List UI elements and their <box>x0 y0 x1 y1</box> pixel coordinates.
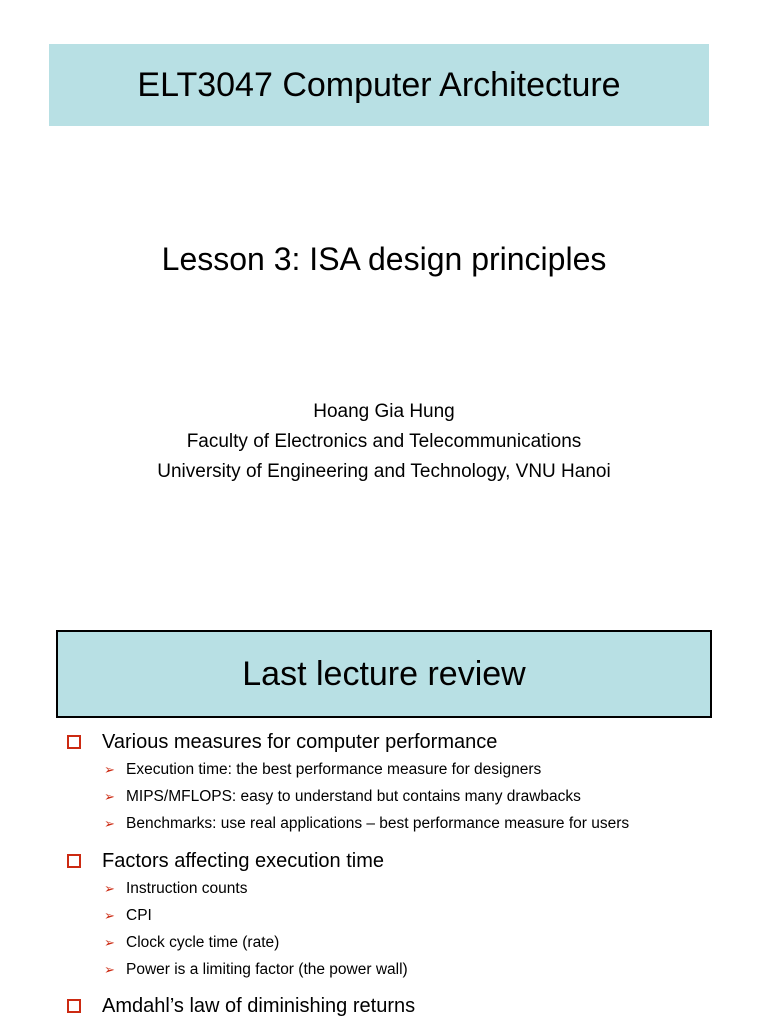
review-title-banner <box>56 630 712 718</box>
hollow-square-icon <box>67 854 81 868</box>
sub-bullet-text: Benchmarks: use real applications – best performance measure for users <box>126 815 630 832</box>
sub-bullet-item <box>104 960 408 980</box>
sub-bullet-text: CPI <box>126 907 152 924</box>
review-title: Last lecture review <box>242 655 526 693</box>
sub-bullet-item <box>104 760 541 780</box>
bullet-item <box>67 730 497 754</box>
sub-bullet-text: MIPS/MFLOPS: easy to understand but contains many drawbacks <box>126 788 581 805</box>
author-faculty: Faculty of Electronics and Telecommunications <box>186 431 582 452</box>
author-university: University of Engineering and Technology, VNU Hanoi <box>157 461 611 482</box>
sub-bullet-item <box>104 814 629 834</box>
bullet-text: Factors affecting execution time <box>102 849 384 872</box>
sub-bullet-item <box>104 879 247 899</box>
arrowhead-icon: ➢ <box>104 881 115 897</box>
sub-bullet-text: Power is a limiting factor (the power wall) <box>126 961 408 978</box>
title-banner <box>49 44 709 126</box>
sub-bullet-item <box>104 787 581 807</box>
sub-bullet-text: Instruction counts <box>126 880 248 897</box>
lesson-title: Lesson 3: ISA design principles <box>161 241 607 277</box>
arrowhead-icon: ➢ <box>104 908 115 924</box>
bullet-item <box>67 994 415 1018</box>
sub-bullet-item <box>104 906 152 926</box>
arrowhead-icon: ➢ <box>104 935 115 951</box>
arrowhead-icon: ➢ <box>104 762 115 778</box>
sub-bullet-text: Execution time: the best performance measure for designers <box>126 761 542 778</box>
hollow-square-icon <box>67 735 81 749</box>
arrowhead-icon: ➢ <box>104 962 115 978</box>
hollow-square-icon <box>67 999 81 1013</box>
sub-bullet-text: Clock cycle time (rate) <box>126 934 280 951</box>
author-name: Hoang Gia Hung <box>313 401 455 422</box>
arrowhead-icon: ➢ <box>104 816 115 832</box>
course-title: ELT3047 Computer Architecture <box>137 66 621 104</box>
bullet-item <box>67 849 384 873</box>
bullet-text: Various measures for computer performance <box>102 730 498 753</box>
author-block <box>0 399 768 489</box>
arrowhead-icon: ➢ <box>104 789 115 805</box>
bullet-text: Amdahl’s law of diminishing returns <box>102 994 416 1017</box>
sub-bullet-item <box>104 933 279 953</box>
